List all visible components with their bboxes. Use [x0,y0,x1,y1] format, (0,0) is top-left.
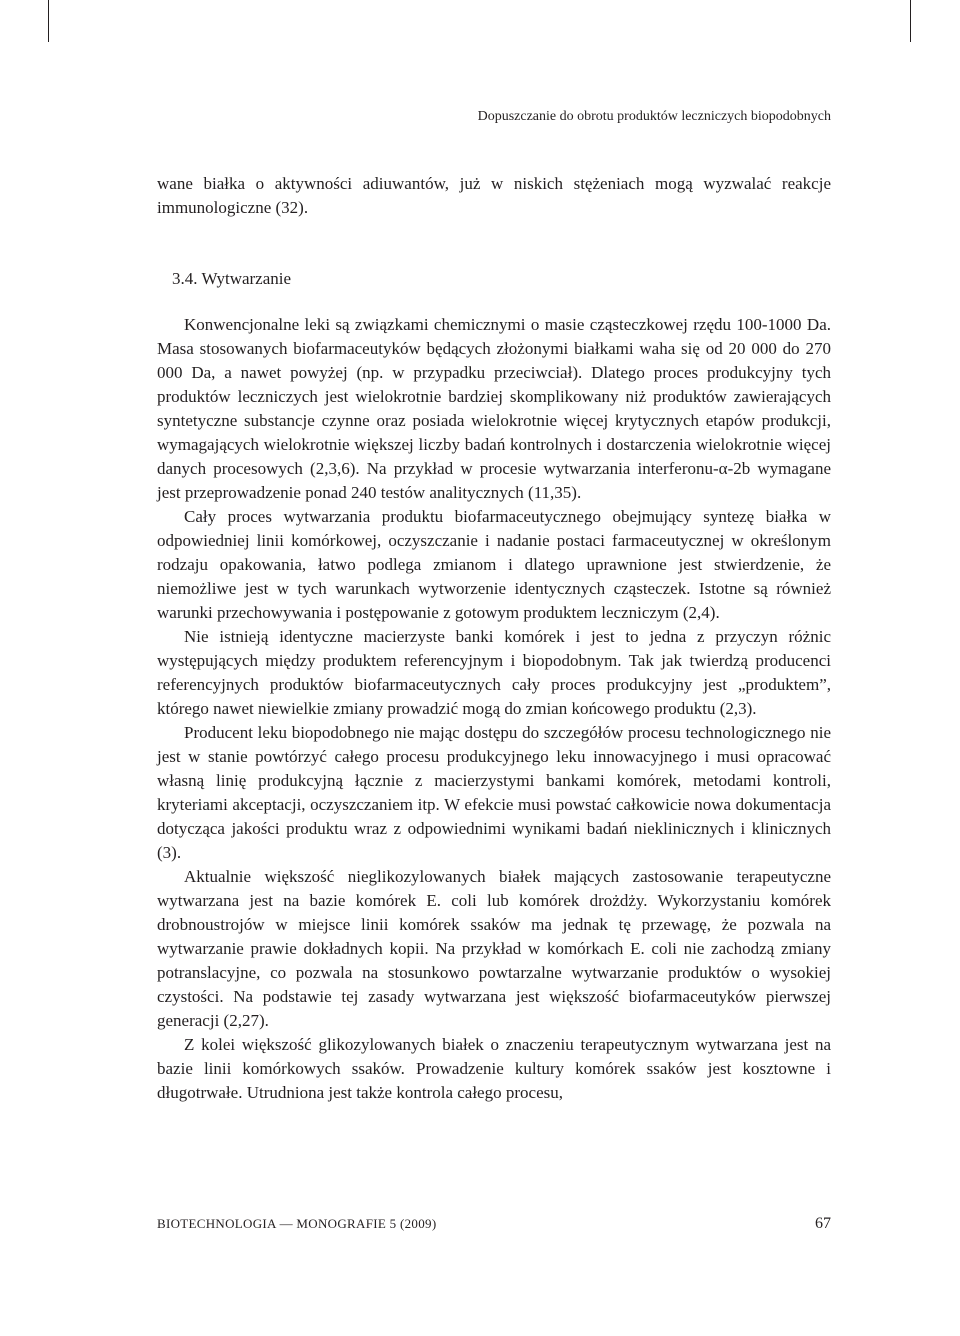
paragraph-3: Nie istnieją identyczne macierzyste banki komórek i jest to jedna z przyczyn różnic występujących między produktem referencyjnym i biopodobnym. Tak jak twierdzą producenci referencyjnych produktów biofarmaceutycznych cały proces produkcyjny jest „produktem”, którego nawet niewielkie zmiany prowadzić mogą do zmian końcowego produktu (2,3). [157,627,831,718]
page-footer [157,1216,831,1236]
paragraph-1: Konwencjonalne leki są związkami chemicznymi o masie cząsteczkowej rzędu 100-1000 Da. Masa stosowanych biofarmaceutyków będących złożonymi białkami waha się od 20 000 do 270 000 Da, a nawet powyżej (np. w przypadku przeciwciał). Dlatego proces produkcyjny tych produktów leczniczych jest wielokrotnie bardziej skomplikowany niż produktów zawierających syntetyczne substancje czynne oraz posiada wielokrotnie więcej krytycznych etapów produkcji, wymagających wielokrotnie większej liczby badań kontrolnych i dostarczenia wielokrotnie więcej danych procesowych (2,3,6). Na przykład w procesie wytwarzania interferonu-α-2b wymagane jest przeprowadzenie ponad 240 testów analitycznych (11,35). [157,315,831,502]
section-heading [157,220,831,313]
paragraph-5: Aktualnie większość nieglikozylowanych białek mających zastosowanie terapeutyczne wytwarzana jest na bazie komórek E. coli lub komórek drożdży. Wykorzystaniu komórek drobnoustrojów w miejsce linii komórek ssaków ma jednak tę przewagę, że pozwala na wytwarzanie prawie dokładnych kopii. Na przykład w komórkach E. coli nie zachodzą zmiany potranslacyjne, co pozwala na stosunkowo powtarzalne wytwarzanie produktów o wysokiej czystości. Na podstawie tej zasady wytwarzana jest większość biofarmaceutyków pierwszej generacji (2,27). [157,867,831,1030]
crop-mark-left [48,0,49,42]
page-number: 67 [815,1215,831,1232]
page-body [157,172,831,1105]
paragraph-4: Producent leku biopodobnego nie mając dostępu do szczegółów procesu technologicznego nie jest w stanie powtórzyć całego procesu produkcyjnego leku innowacyjnego i musi opracować własną linię produkcyjną łącznie z macierzystymi bankami komórek, metodami kontroli, kryteriami akceptacji, oczyszczaniem itp. W efekcie musi powstać całkowicie nowa dokumentacja dotycząca jakości produktu wraz z odpowiednimi wynikami badań nieklinicznych i klinicznych (3). [157,723,831,862]
running-header: Dopuszczanie do obrotu produktów leczniczych biopodobnych [477,109,831,124]
paragraph-6: Z kolei większość glikozylowanych białek o znaczeniu terapeutycznym wytwarzana jest na bazie linii komórkowych ssaków. Prowadzenie kultury komórek ssaków jest kosztowne i długotrwałe. Utrudniona jest także kontrola całego procesu, [157,1035,831,1102]
section-number: 3.4. [172,269,198,288]
section-title: Wytwarzanie [201,269,292,288]
paragraph-2: Cały proces wytwarzania produktu biofarmaceutycznego obejmujący syntezę białka w odpowiedniej linii komórkowej, oczyszczanie i nadanie postaci farmaceutycznej w określonym rodzaju opakowania, łatwo podlega zmianom i dlatego uprawnione jest stwierdzenie, że niemożliwe jest w tych warunkach wytworzenie identycznych cząsteczek. Istotne są również warunki przechowywania i postępowanie z gotowym produktem leczniczym (2,4). [157,507,831,622]
journal-name: BIOTECHNOLOGIA — MONOGRAFIE 5 (2009) [157,1216,437,1231]
crop-mark-right [910,0,911,42]
intro-paragraph: wane białka o aktywności adiuwantów, już w niskich stężeniach mogą wyzwalać reakcje immunologiczne (32). [157,174,831,217]
